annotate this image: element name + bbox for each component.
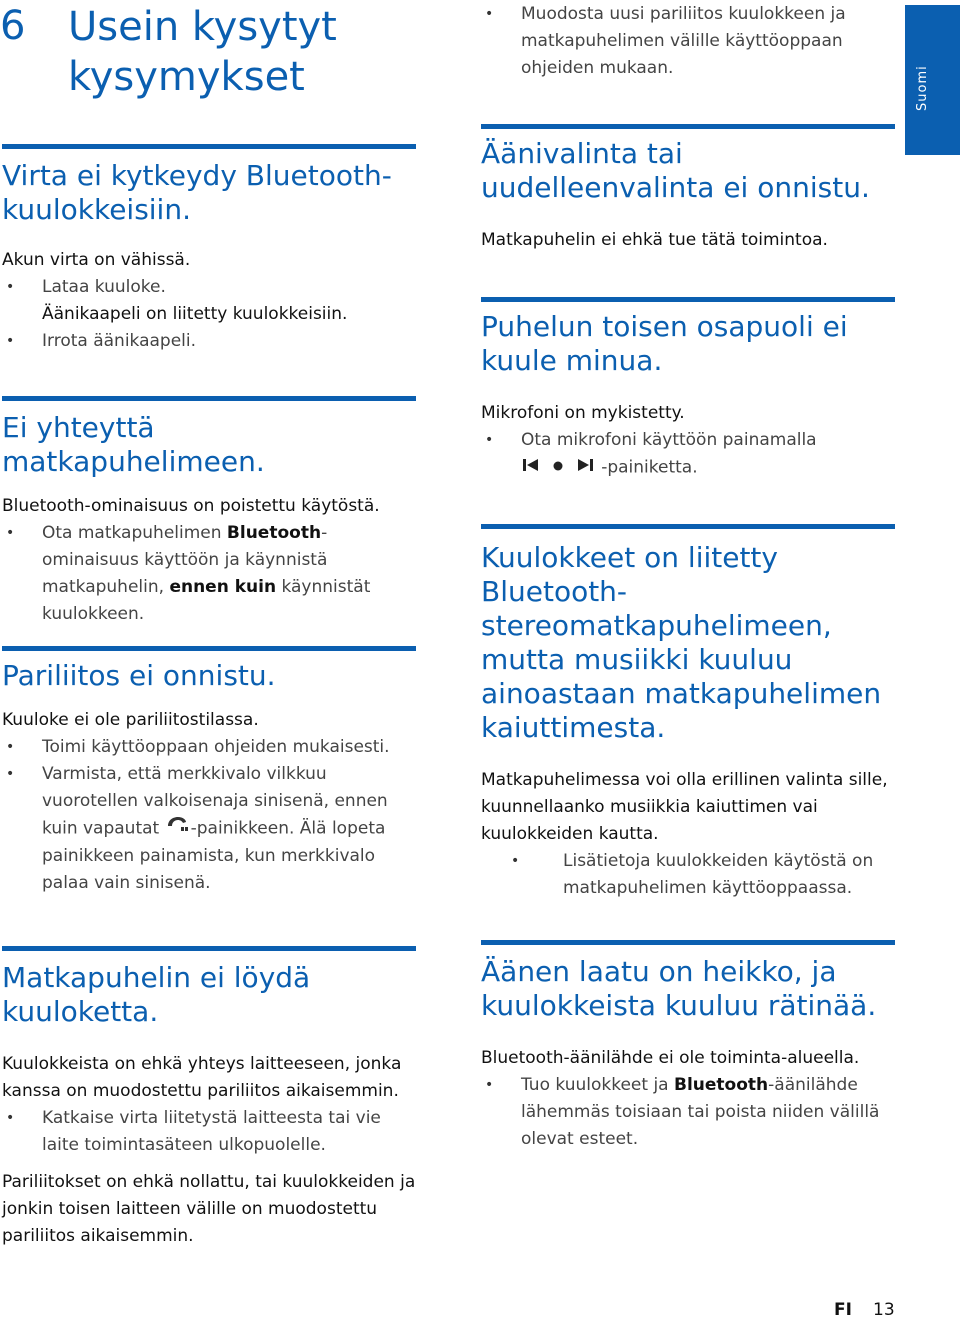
bullet-list <box>2 734 416 897</box>
bullet-icon: • <box>6 766 15 782</box>
bullet-text: Muodosta uusi pariliitos kuulokkeen ja matkapuhelimen välille käyttöoppaan ohjeiden mukaan. <box>521 4 846 78</box>
section-rule <box>2 646 416 651</box>
section-heading: Pariliitos ei onnistu. <box>2 659 276 692</box>
bullet-icon: • <box>6 279 15 295</box>
bullet-text: Lisätietoja kuulokkeiden käytöstä on matkapuhelimen käyttöoppaassa. <box>563 851 874 898</box>
section-rule <box>481 124 895 129</box>
phone-pair-icon <box>165 815 191 842</box>
section-sound-quality <box>481 940 895 1153</box>
bullet-icon: • <box>6 333 15 349</box>
footer-language: FI <box>834 1300 852 1319</box>
page-number: 13 <box>873 1300 895 1319</box>
section-rule <box>481 524 895 529</box>
bullet-list <box>2 328 416 355</box>
play-dot-icon <box>552 454 564 481</box>
body-text: Kuulokkeista on ehkä yhteys laitteeseen, jonka kanssa on muodostettu pariliitos aikaisemmin. <box>2 1054 402 1101</box>
cause-text: Akun virta on vähissä. <box>2 250 191 270</box>
section-heading: Kuulokkeet on liitetty Bluetooth-stereomatkapuhelimeen, mutta musiikki kuuluu ainoastaan matkapuhelimen kaiuttimesta. <box>481 541 882 744</box>
list-item <box>2 328 416 355</box>
previous-track-icon <box>521 454 541 481</box>
bullet-list <box>481 1072 895 1153</box>
list-item <box>2 761 416 897</box>
section-power <box>2 144 416 355</box>
chapter-number: 6 <box>0 3 26 49</box>
section-heading: Ei yhteyttä matkapuhelimeen. <box>2 411 265 478</box>
bullet-icon: • <box>511 853 520 869</box>
bullet-text: -äänilähde lähemmäs toisiaan tai poista niiden välillä olevat esteet. <box>521 1075 880 1149</box>
language-tab-label: Suomi <box>915 65 930 111</box>
section-stereo <box>481 524 895 902</box>
cause-text: Mikrofoni on mykistetty. <box>481 403 685 423</box>
section-rule <box>481 297 895 302</box>
section-not-found <box>2 946 416 1250</box>
section-rule <box>2 946 416 951</box>
bullet-icon: • <box>485 6 494 22</box>
section-pairing <box>2 646 416 897</box>
list-item <box>2 274 416 301</box>
bullet-list <box>2 1105 416 1159</box>
bullet-text: Ota matkapuhelimen <box>42 523 227 543</box>
list-item <box>481 427 895 482</box>
bullet-icon: • <box>6 739 15 755</box>
bullet-text: Tuo kuulokkeet ja <box>521 1075 674 1095</box>
list-item <box>2 1105 416 1159</box>
section-no-connection <box>2 396 416 628</box>
list-item <box>2 734 416 761</box>
section-heading: Äänen laatu on heikko, ja kuulokkeista kuuluu rätinää. <box>481 955 877 1022</box>
bullet-icon: • <box>485 432 494 448</box>
section-rule <box>2 144 416 149</box>
bullet-list <box>481 1 895 82</box>
bullet-text: Ota mikrofoni käyttöön painamalla <box>521 430 817 450</box>
list-item <box>481 1072 895 1153</box>
bullet-text: -ominaisuus käyttöön ja käynnistä matkapuhelin, <box>42 523 328 597</box>
bullet-icon: • <box>485 1077 494 1093</box>
bullet-text: Katkaise virta liitetystä laitteesta tai vie laite toimintasäteen ulkopuolelle. <box>42 1108 381 1155</box>
bullet-icon: • <box>6 1110 15 1126</box>
bullet-text: -painiketta. <box>601 457 698 478</box>
language-tab <box>905 5 960 155</box>
section-heading: Virta ei kytkeydy Bluetooth-kuulokkeisiin. <box>2 159 392 226</box>
section-heading: Puhelun toisen osapuoli ei kuule minua. <box>481 310 848 377</box>
cause-text: Matkapuhelin ei ehkä tue tätä toimintoa. <box>481 230 828 250</box>
bullet-list <box>2 520 416 628</box>
list-item <box>2 520 416 628</box>
bullet-text: Toimi käyttöoppaan ohjeiden mukaisesti. <box>42 737 390 757</box>
cause-text: Äänikaapeli on liitetty kuulokkeisiin. <box>42 304 348 324</box>
body-text: Matkapuhelimessa voi olla erillinen valinta sille, kuunnellaanko musiikkia kaiuttimen vai kuulokkeiden kautta. <box>481 770 888 844</box>
bullet-text: käynnistät kuulokkeen. <box>42 577 371 624</box>
next-track-icon <box>576 454 596 481</box>
bullet-icon: • <box>6 525 15 541</box>
bullet-list <box>481 848 895 902</box>
bullet-text: Irrota äänikaapeli. <box>42 331 197 351</box>
section-rule <box>2 396 416 401</box>
cause-text: Bluetooth-äänilähde ei ole toiminta-alueella. <box>481 1048 860 1068</box>
body-text: Pariliitokset on ehkä nollattu, tai kuulokkeiden ja jonkin toisen laitteen välille on muodostettu pariliitos aikaisemmin. <box>2 1172 416 1246</box>
chapter-title: Usein kysytyt kysymykset <box>68 4 337 100</box>
bullet-list <box>2 274 416 301</box>
cause-text: Bluetooth-ominaisuus on poistettu käytöstä. <box>2 496 380 516</box>
section-rule <box>481 940 895 945</box>
cause-text: Kuuloke ei ole pariliitostilassa. <box>2 710 259 730</box>
list-item <box>481 1 895 82</box>
section-heading: Äänivalinta tai uudelleenvalinta ei onnistu. <box>481 137 870 204</box>
bullet-text: Varmista, että merkkivalo vilkkuu vuorotellen valkoisenaja sinisenä, ennen kuin vapautat <box>42 764 388 839</box>
bold-term: Bluetooth <box>226 523 322 543</box>
list-item <box>481 848 895 902</box>
section-dialing <box>481 124 895 254</box>
section-not-heard <box>481 297 895 482</box>
section-heading: Matkapuhelin ei löydä kuuloketta. <box>2 961 311 1028</box>
bullet-text: -painikkeen. Älä lopeta painikkeen painamista, kun merkkivalo palaa vain sinisenä. <box>42 818 386 893</box>
bold-term: ennen kuin <box>169 577 277 597</box>
bullet-list <box>481 427 895 482</box>
bold-term: Bluetooth <box>674 1075 769 1095</box>
bullet-text: Lataa kuuloke. <box>42 277 166 297</box>
